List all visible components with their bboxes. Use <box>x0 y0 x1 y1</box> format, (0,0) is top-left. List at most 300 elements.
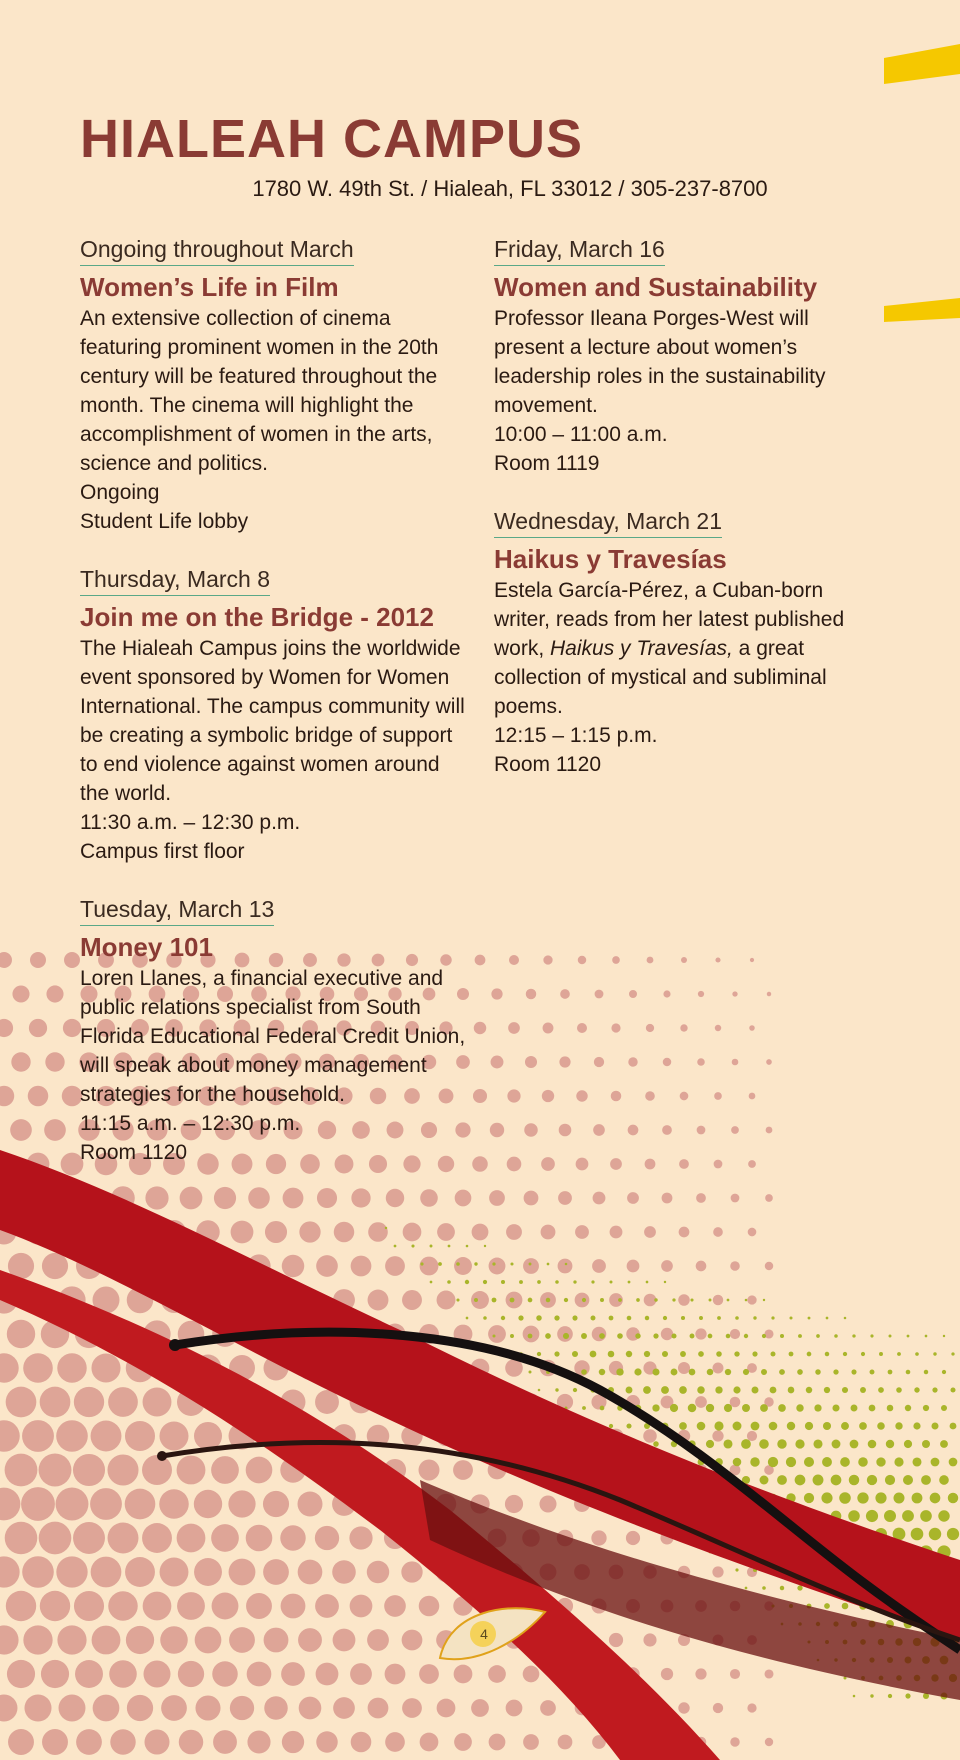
pink-dot <box>229 1559 256 1586</box>
pink-dot <box>506 1224 522 1240</box>
green-dot <box>760 1404 768 1412</box>
pink-dot <box>765 1194 773 1202</box>
green-dot <box>929 1528 941 1540</box>
green-dot <box>420 1262 423 1265</box>
green-dot <box>816 1334 820 1338</box>
green-dot <box>902 1510 914 1522</box>
campus-address: 1780 W. 49th St. / Hialeah, FL 33012 / 305-237-8700 <box>252 176 768 201</box>
pink-dot <box>11 1052 30 1071</box>
pink-dot <box>76 1729 102 1755</box>
green-dot <box>447 1280 451 1284</box>
green-dot <box>777 1475 787 1485</box>
green-dot <box>529 1263 532 1266</box>
event-time: 10:00 – 11:00 a.m. <box>494 423 668 446</box>
green-dot <box>652 1404 659 1411</box>
green-dot <box>922 1440 930 1448</box>
green-dot <box>787 1422 795 1430</box>
green-dot <box>465 1280 469 1284</box>
event-location: Student Life lobby <box>80 510 249 533</box>
pink-dot <box>643 1633 656 1646</box>
pink-dot <box>368 1290 389 1311</box>
event-date: Wednesday, March 21 <box>494 506 722 538</box>
green-dot <box>616 1368 623 1375</box>
pink-dot <box>73 1522 105 1554</box>
green-dot <box>832 1440 841 1449</box>
green-dot <box>708 1334 713 1339</box>
event-description-text-end: a great collection of mystical and subliminal poems. <box>494 637 827 718</box>
pink-dot <box>611 1091 622 1102</box>
green-dot <box>950 1423 957 1430</box>
pink-dot <box>508 1022 520 1034</box>
green-dot <box>844 1317 847 1320</box>
pink-dot <box>419 1460 440 1481</box>
pink-dot <box>177 1456 206 1485</box>
green-dot <box>853 1695 856 1698</box>
green-dot <box>815 1369 820 1374</box>
pink-dot <box>678 1702 689 1713</box>
green-dot <box>537 1352 541 1356</box>
green-dot <box>907 1335 910 1338</box>
events-left-column <box>80 234 470 1195</box>
green-dot <box>430 1281 433 1284</box>
green-dot <box>411 1244 414 1247</box>
pink-dot <box>125 1489 156 1520</box>
yellow-stripe-mid <box>884 298 960 322</box>
green-dot <box>939 1475 949 1485</box>
pink-dot <box>23 1353 53 1383</box>
pink-dot <box>0 1420 20 1452</box>
pink-dot <box>714 1092 722 1100</box>
pink-dot <box>351 1256 372 1277</box>
pink-dot <box>264 1628 289 1653</box>
green-dot <box>617 1333 623 1339</box>
green-dot <box>894 1493 905 1504</box>
green-dot <box>536 1315 541 1320</box>
green-dot <box>697 1386 705 1394</box>
pink-dot <box>5 1454 38 1487</box>
green-dot <box>948 1493 958 1503</box>
event-date: Thursday, March 8 <box>80 564 270 596</box>
pink-dot <box>713 1703 723 1713</box>
pink-dot <box>747 1703 756 1712</box>
green-dot <box>528 1334 533 1339</box>
green-dot <box>679 1386 687 1394</box>
green-dot <box>795 1439 804 1448</box>
pink-dot <box>645 1091 655 1101</box>
green-dot <box>652 1368 659 1375</box>
green-dot <box>888 1370 893 1375</box>
green-dot <box>943 1335 945 1337</box>
green-dot <box>519 1280 523 1284</box>
green-dot <box>609 1424 613 1428</box>
green-dot <box>895 1422 902 1429</box>
pink-dot <box>540 1700 556 1716</box>
pink-dot <box>541 1157 555 1171</box>
green-dot <box>599 1333 605 1339</box>
pink-dot <box>473 1089 487 1103</box>
event-description <box>80 304 470 478</box>
green-dot <box>770 1351 775 1356</box>
pink-dot <box>30 952 46 968</box>
pink-dot <box>401 1561 422 1582</box>
green-dot <box>698 1351 704 1357</box>
green-dot <box>492 1334 495 1337</box>
pink-dot <box>628 1125 639 1136</box>
pink-dot <box>23 1625 52 1654</box>
green-dot <box>930 1493 941 1504</box>
green-dot <box>941 1405 947 1411</box>
pink-dot <box>109 1660 137 1688</box>
green-dot <box>911 1528 924 1541</box>
pink-dot <box>194 1558 222 1586</box>
green-dot <box>752 1387 759 1394</box>
green-dot <box>859 1422 867 1430</box>
pink-dot <box>298 1492 323 1517</box>
pink-dot <box>489 1258 506 1275</box>
green-dot <box>706 1440 714 1448</box>
pink-dot <box>663 1058 672 1067</box>
green-dot <box>796 1404 803 1411</box>
pink-dot <box>263 1491 289 1517</box>
green-dot <box>572 1351 578 1357</box>
green-dot <box>591 1280 594 1283</box>
green-dot <box>851 1405 858 1412</box>
pink-dot <box>695 1328 706 1339</box>
pink-dot <box>39 1454 72 1487</box>
green-dot <box>483 1316 487 1320</box>
pink-dot <box>578 956 586 964</box>
pink-dot <box>523 1666 540 1683</box>
green-dot <box>510 1262 513 1265</box>
green-dot <box>564 1298 568 1302</box>
pink-dot <box>730 1329 740 1339</box>
pink-dot <box>610 1158 622 1170</box>
green-dot <box>518 1315 523 1320</box>
pink-dot <box>696 1261 707 1272</box>
green-dot <box>385 1227 387 1229</box>
event-location: Room 1120 <box>80 1141 188 1164</box>
green-dot <box>653 1441 659 1447</box>
pink-dot <box>21 1487 55 1521</box>
green-dot <box>745 1587 748 1590</box>
pink-dot <box>315 1594 339 1618</box>
pink-dot <box>560 989 570 999</box>
green-dot <box>572 1315 577 1320</box>
pink-dot <box>368 1222 388 1242</box>
green-dot <box>842 1603 849 1610</box>
pink-dot <box>212 1661 238 1687</box>
pink-dot <box>0 1353 19 1382</box>
green-dot <box>741 1439 751 1449</box>
pink-dot <box>680 1092 689 1101</box>
green-dot <box>688 1404 697 1413</box>
green-dot <box>841 1422 849 1430</box>
pink-dot <box>524 1123 538 1137</box>
pink-dot <box>713 1295 723 1305</box>
green-dot <box>742 1404 750 1412</box>
pink-dot <box>525 1056 537 1068</box>
pink-dot <box>523 1734 539 1750</box>
green-dot <box>628 1281 631 1284</box>
green-dot <box>466 1245 469 1248</box>
pink-dot <box>713 1363 724 1374</box>
green-dot <box>750 1457 759 1466</box>
pink-dot <box>680 1024 687 1031</box>
green-dot <box>889 1335 892 1338</box>
pink-dot <box>646 1024 654 1032</box>
pink-dot <box>679 1159 689 1169</box>
event-time: 12:15 – 1:15 p.m. <box>494 724 658 747</box>
pink-dot <box>108 1523 139 1554</box>
green-dot <box>733 1422 742 1431</box>
green-dot <box>501 1280 505 1284</box>
pink-dot <box>350 1595 373 1618</box>
green-dot <box>914 1387 919 1392</box>
pink-dot <box>454 1665 473 1684</box>
green-dot <box>600 1406 605 1411</box>
green-dot <box>831 1475 842 1486</box>
pink-dot <box>661 1668 673 1680</box>
pink-dot <box>454 1733 472 1751</box>
pink-dot <box>609 1633 623 1647</box>
event-title: Women and Sustainability <box>494 272 818 302</box>
pink-dot <box>543 955 552 964</box>
pink-dot <box>678 1362 690 1374</box>
pink-dot <box>507 1089 520 1102</box>
pink-dot <box>766 1059 772 1065</box>
pink-dot <box>263 1559 289 1585</box>
pink-dot <box>56 1420 88 1452</box>
pink-dot <box>24 1694 51 1721</box>
pink-dot <box>45 1052 64 1071</box>
pink-dot <box>351 1732 372 1753</box>
green-dot <box>761 1369 767 1375</box>
green-dot <box>896 1387 902 1393</box>
green-dot <box>474 1262 477 1265</box>
pink-dot <box>593 1192 606 1205</box>
event-description-text: An extensive collection of cinema featuring prominent women in the 20th century will be featured throughout the month. The cinema will highlight the accomplishment of women in the arts, science and politics. <box>80 307 439 475</box>
green-dot <box>808 1317 811 1320</box>
pink-dot <box>595 990 604 999</box>
green-dot <box>394 1245 397 1248</box>
pink-dot <box>419 1664 439 1684</box>
pink-dot <box>229 1627 255 1653</box>
pink-dot <box>91 1421 122 1452</box>
green-dot <box>762 1586 766 1590</box>
green-dot <box>537 1280 541 1284</box>
green-dot <box>825 1352 829 1356</box>
pink-dot <box>626 1531 640 1545</box>
green-dot <box>867 1475 877 1485</box>
green-dot <box>795 1475 806 1486</box>
pink-dot <box>697 1126 706 1135</box>
pink-dot <box>41 1660 69 1688</box>
green-dot <box>868 1440 877 1449</box>
pink-dot <box>247 1662 272 1687</box>
pink-dot <box>22 1556 54 1588</box>
pink-dot <box>629 990 637 998</box>
pink-dot <box>732 991 737 996</box>
pink-dot <box>644 1226 656 1238</box>
green-dot <box>492 1262 495 1265</box>
green-dot <box>745 1299 748 1302</box>
green-dot <box>707 1369 714 1376</box>
green-dot <box>538 1389 541 1392</box>
pink-dot <box>747 1295 756 1304</box>
pink-dot <box>333 1697 355 1719</box>
event-description-text: Estela García-Pérez, a Cuban-born writer, reads from her latest published work, <box>494 579 845 660</box>
green-dot <box>510 1298 515 1303</box>
pink-dot <box>764 1329 773 1338</box>
green-dot <box>769 1422 778 1431</box>
pink-dot <box>0 1556 20 1587</box>
green-dot <box>717 1316 721 1320</box>
pink-dot <box>126 1626 154 1654</box>
green-dot <box>554 1315 559 1320</box>
green-dot <box>466 1317 469 1320</box>
pink-dot <box>195 1627 222 1654</box>
green-dot <box>610 1281 613 1284</box>
green-dot <box>626 1387 633 1394</box>
pink-dot <box>195 1695 220 1720</box>
green-dot <box>770 1387 777 1394</box>
green-dot <box>697 1422 706 1431</box>
pink-dot <box>403 1223 422 1242</box>
green-dot <box>940 1440 948 1448</box>
pink-dot <box>42 1729 68 1755</box>
pink-dot <box>490 1123 504 1137</box>
green-dot <box>690 1298 693 1301</box>
pink-dot <box>194 1490 222 1518</box>
pink-dot <box>246 1457 273 1484</box>
green-dot <box>715 1386 722 1393</box>
pink-dot <box>698 991 704 997</box>
pink-dot <box>715 1025 721 1031</box>
green-dot <box>645 1316 649 1320</box>
green-dot <box>634 1368 641 1375</box>
green-dot <box>627 1316 632 1321</box>
green-dot <box>850 1440 859 1449</box>
green-dot <box>744 1334 748 1338</box>
green-dot <box>699 1316 703 1320</box>
green-dot <box>661 1386 669 1394</box>
pink-dot <box>75 1660 103 1688</box>
green-dot <box>852 1334 855 1337</box>
green-dot <box>932 1387 937 1392</box>
green-dot <box>529 1371 532 1374</box>
green-dot <box>842 1387 848 1393</box>
pink-dot <box>10 1119 32 1141</box>
pink-dot <box>765 1738 773 1746</box>
pink-dot <box>662 1193 673 1204</box>
green-dot <box>905 1693 910 1698</box>
green-dot <box>681 1316 685 1320</box>
green-dot <box>733 1386 740 1393</box>
green-dot <box>723 1439 732 1448</box>
green-dot <box>938 1510 949 1521</box>
green-dot <box>806 1387 812 1393</box>
pink-dot <box>765 1262 773 1270</box>
pink-dot <box>747 1431 757 1441</box>
pink-dot <box>730 1737 739 1746</box>
pink-dot <box>543 1023 554 1034</box>
pink-dot <box>715 957 720 962</box>
pink-dot <box>316 1731 337 1752</box>
pink-dot <box>714 1160 723 1169</box>
green-dot <box>780 1586 784 1590</box>
green-dot <box>743 1369 749 1375</box>
event-title: Join me on the Bridge - 2012 <box>80 602 434 632</box>
green-dot <box>751 1422 760 1431</box>
pink-dot <box>6 1591 36 1621</box>
pink-dot <box>489 1734 506 1751</box>
pink-dot <box>282 1255 305 1278</box>
pink-dot <box>125 1557 155 1587</box>
pink-dot <box>712 1430 723 1441</box>
green-dot <box>925 1335 928 1338</box>
green-dot <box>923 1405 929 1411</box>
green-dot <box>906 1370 911 1375</box>
green-dot <box>931 1422 938 1429</box>
pink-dot <box>559 1056 570 1067</box>
pink-dot <box>663 990 670 997</box>
pink-dot <box>281 1662 305 1686</box>
pink-dot <box>316 1255 338 1277</box>
pink-dot <box>42 1253 68 1279</box>
green-dot <box>456 1262 460 1266</box>
pink-dot <box>523 1258 539 1274</box>
pink-dot <box>143 1592 172 1621</box>
pink-dot <box>142 1523 172 1553</box>
green-dot <box>821 1492 832 1503</box>
pink-dot <box>384 1595 406 1617</box>
page-number: 4 <box>480 1626 488 1642</box>
green-dot <box>689 1369 696 1376</box>
page-title: HIALEAH CAMPUS <box>80 109 584 169</box>
event-item <box>494 506 874 779</box>
pink-dot <box>74 1387 104 1417</box>
green-dot <box>951 1352 954 1355</box>
pink-dot <box>298 1628 322 1652</box>
green-dot <box>644 1351 650 1357</box>
pink-dot <box>558 1259 573 1274</box>
green-dot <box>768 1457 778 1467</box>
green-dot <box>725 1369 731 1375</box>
green-dot <box>430 1245 433 1248</box>
event-time: 11:15 a.m. – 12:30 p.m. <box>80 1112 301 1135</box>
pink-dot <box>491 1056 504 1069</box>
green-dot <box>716 1351 722 1357</box>
green-dot <box>528 1298 533 1303</box>
green-dot <box>671 1369 678 1376</box>
pink-dot <box>57 1625 86 1654</box>
green-dot <box>797 1369 803 1375</box>
pink-dot <box>0 1019 13 1037</box>
green-dot <box>869 1405 876 1412</box>
green-dot <box>555 1280 559 1284</box>
pink-dot <box>437 1699 456 1718</box>
pink-dot <box>40 1591 70 1621</box>
events-right-column <box>494 234 874 807</box>
green-dot <box>798 1334 802 1338</box>
green-dot <box>870 1370 875 1375</box>
green-dot <box>877 1422 885 1430</box>
event-item <box>494 234 874 478</box>
pink-dot <box>280 1525 305 1550</box>
pink-dot <box>316 1663 339 1686</box>
event-description-text: Professor Ileana Porges-West will present a lecture about women’s leadership roles in the sustainability movement. <box>494 307 826 417</box>
pink-dot <box>576 1090 587 1101</box>
